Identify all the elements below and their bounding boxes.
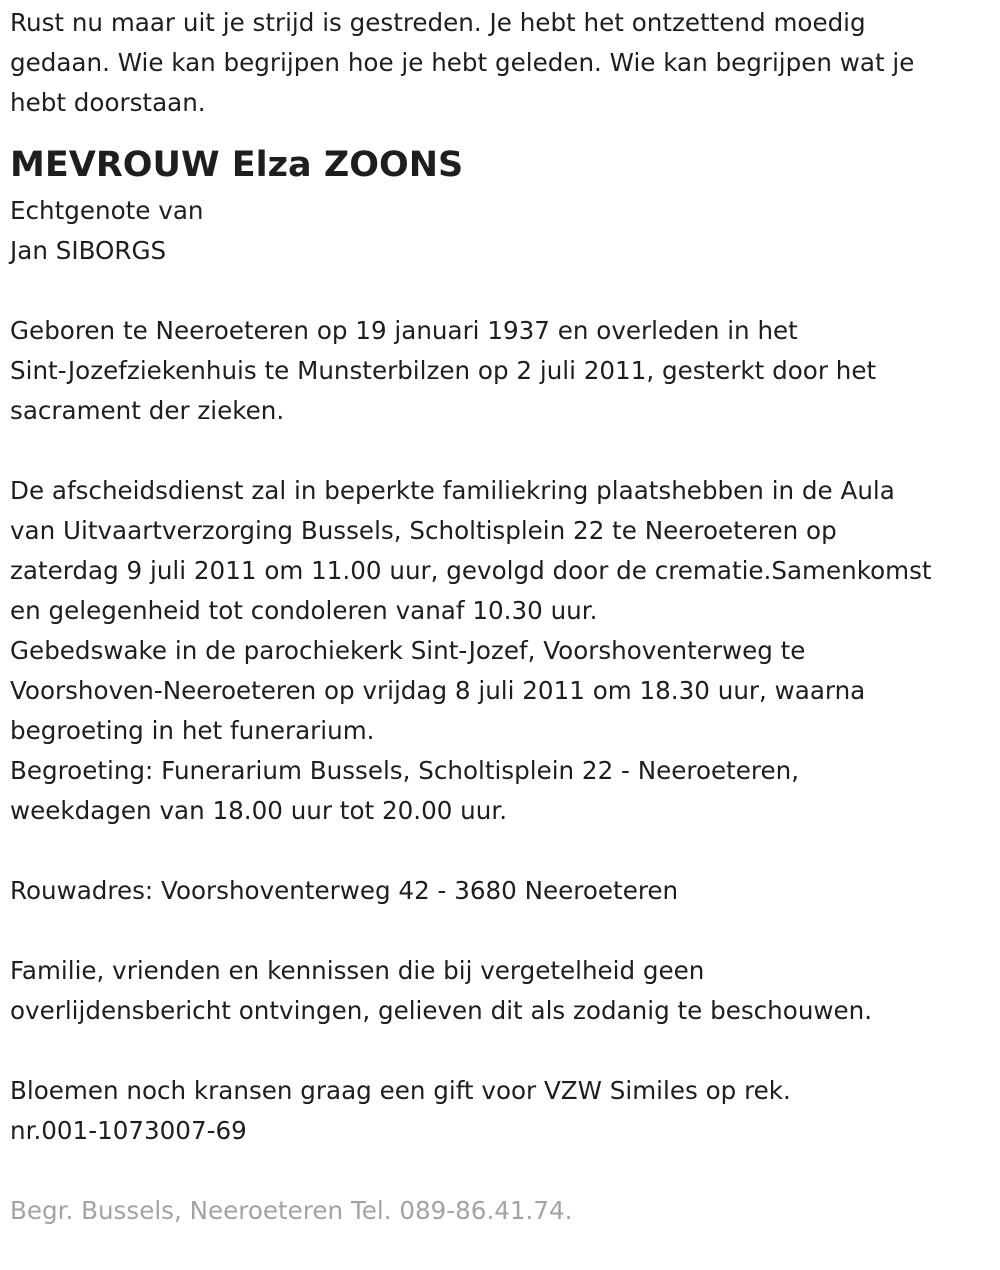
spacer [10,271,990,311]
ceremony-line: De afscheidsdienst zal in beperkte familiekring plaatshebben in de Aula [10,476,895,505]
flowers-line: Bloemen noch kransen graag een gift voor VZW Similes op rek. [10,1076,791,1105]
ceremony-line: Gebedswake in de parochiekerk Sint-Jozef, Voorshoventerweg te [10,636,806,665]
spouse-name: Jan SIBORGS [10,236,167,265]
flowers-section [10,1071,990,1151]
spacer [10,431,990,471]
spacer [10,1151,990,1191]
birth-death-line: Sint-Jozefziekenhuis te Munsterbilzen op 2 juli 2011, gesterkt door het [10,356,877,385]
mourning-address: Rouwadres: Voorshoventerweg 42 - 3680 Neeroeteren [10,876,679,905]
poem-line: hebt doorstaan. [10,88,206,117]
spacer [10,831,990,871]
ceremony-line: van Uitvaartverzorging Bussels, Scholtisplein 22 te Neeroeteren op [10,516,837,545]
spacer [10,1031,990,1071]
relation-label: Echtgenote van [10,196,204,225]
ceremony-section [10,471,990,831]
birth-death-section [10,311,990,431]
poem-line: gedaan. Wie kan begrijpen hoe je hebt geleden. Wie kan begrijpen wat je [10,48,915,77]
deceased-name: MEVROUW Elza ZOONS [10,145,464,185]
ceremony-line: zaterdag 9 juli 2011 om 11.00 uur, gevolgd door de crematie.Samenkomst [10,556,932,585]
ceremony-line: weekdagen van 18.00 uur tot 20.00 uur. [10,796,508,825]
bank-account-number: nr.001-1073007-69 [10,1116,247,1145]
notice-section [10,951,990,1031]
funeral-home-footer: Begr. Bussels, Neeroeteren Tel. 089-86.41.74. [10,1196,573,1225]
poem-line: Rust nu maar uit je strijd is gestreden. Je hebt het ontzettend moedig [10,8,866,37]
birth-death-line: Geboren te Neeroeteren op 19 januari 1937 en overleden in het [10,316,798,345]
spacer [10,911,990,951]
notice-line: Familie, vrienden en kennissen die bij vergetelheid geen [10,956,705,985]
poem-section [10,3,990,123]
ceremony-line: Begroeting: Funerarium Bussels, Scholtisplein 22 - Neeroeteren, [10,756,800,785]
ceremony-line: begroeting in het funerarium. [10,716,375,745]
ceremony-line: en gelegenheid tot condoleren vanaf 10.30 uur. [10,596,598,625]
birth-death-line: sacrament der zieken. [10,396,285,425]
notice-line: overlijdensbericht ontvingen, gelieven dit als zodanig te beschouwen. [10,996,873,1025]
ceremony-line: Voorshoven-Neeroeteren op vrijdag 8 juli 2011 om 18.30 uur, waarna [10,676,866,705]
